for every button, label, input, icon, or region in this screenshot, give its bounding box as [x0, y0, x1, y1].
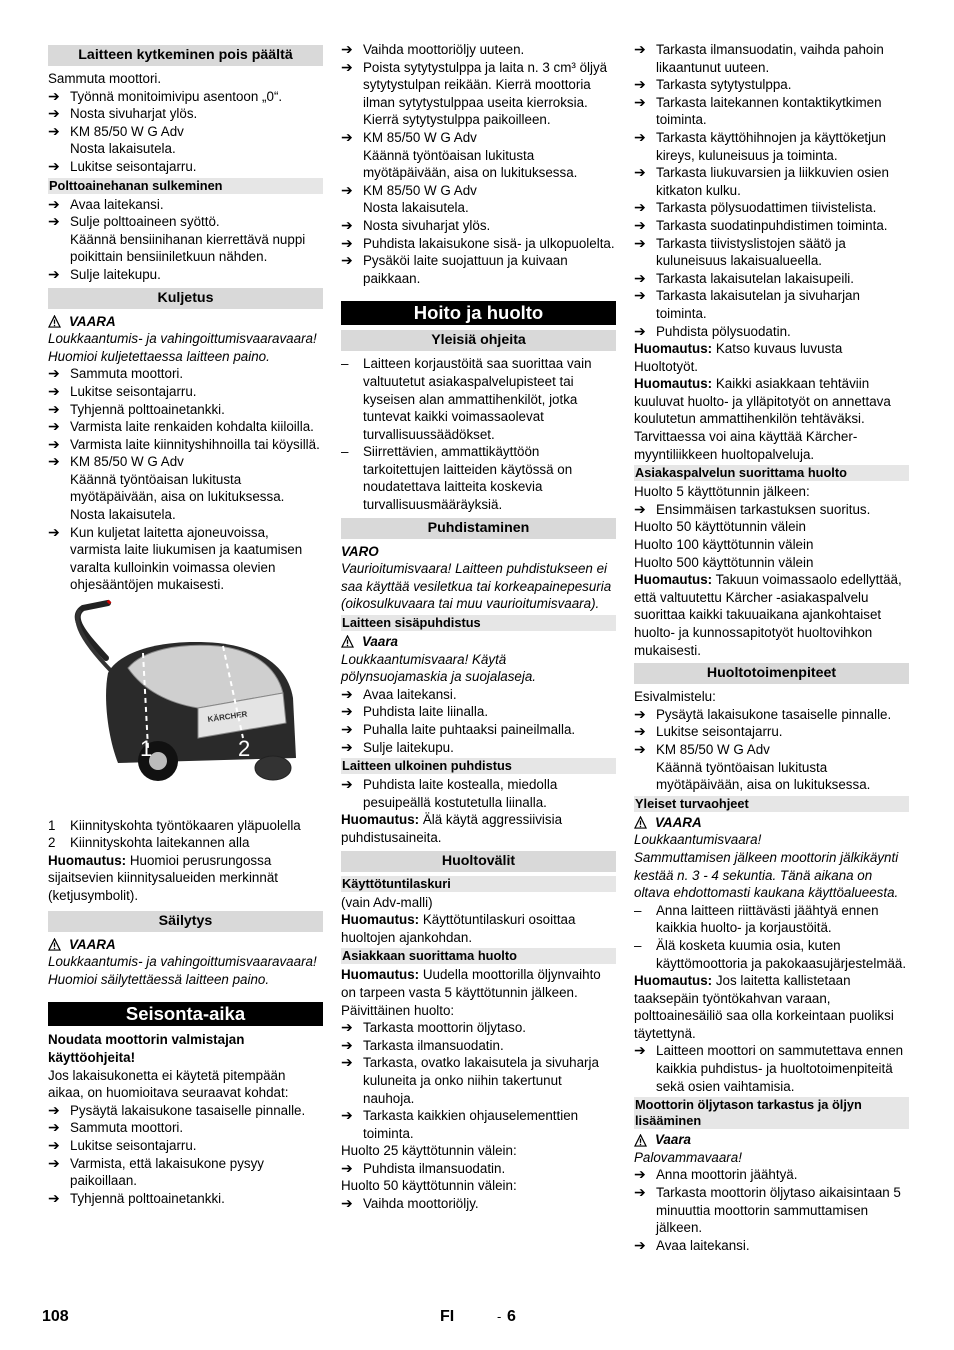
arrow-icon: ➔ [48, 265, 60, 282]
arrow-icon: ➔ [634, 164, 646, 181]
column-left [48, 41, 323, 1207]
step: ➔ Avaa laitekansi. [634, 1236, 750, 1253]
arrow-icon: ➔ [341, 685, 353, 702]
warning-text: Loukkaantumisvaara! [634, 832, 762, 848]
arrow-icon: ➔ [341, 252, 353, 269]
arrow-icon: ➔ [341, 1107, 353, 1124]
handle-grip [108, 601, 110, 603]
arrow-icon: ➔ [341, 1159, 353, 1176]
subsection-heading: Asiakaspalvelun suorittama huolto [634, 465, 909, 481]
note: Huomautus: Jos laitetta kallistetaan taaksepäin työntökahvan varaan, polttoainesäiliö saa olla korkeintaan puoliksi täytettynä. [634, 973, 894, 1041]
step: ➔ KM 85/50 W G Adv [634, 740, 770, 757]
step: ➔ Tarkasta ilmansuodatin, vaihda pahoin likaantunut uuteen. [634, 41, 884, 75]
step: ➔ Työnnä monitoimivipu asentoon „0“. [48, 87, 283, 104]
step: ➔ KM 85/50 W G Adv [48, 453, 184, 470]
column-right [634, 41, 909, 1254]
step: ➔ Anna moottorin jäähtyä. [634, 1166, 798, 1183]
sweeper-illustration [48, 598, 323, 806]
step-detail: Nosta lakaisutela. [363, 200, 469, 216]
step: ➔ Tarkasta ilmansuodatin. [341, 1036, 504, 1053]
warning-triangle-icon [634, 1134, 647, 1147]
subsection-heading: Yleiset turvaohjeet [634, 796, 909, 812]
section-heading: Huoltovälit [341, 851, 616, 872]
note: Huomautus: Huomioi perusrungossa sijaitsevien kiinnitysalueiden merkinnät (ketjusymbolit). [48, 852, 278, 903]
step: ➔ Lukitse seisontajarru. [48, 1136, 197, 1153]
step: ➔ Lukitse seisontajarru. [634, 723, 783, 740]
arrow-icon: ➔ [341, 738, 353, 755]
step-detail: Nosta lakaisutela. [70, 141, 176, 157]
arrow-icon: ➔ [48, 1101, 60, 1118]
step: ➔ Avaa laitekansi. [341, 685, 457, 702]
step: ➔ Sammuta moottori. [48, 1119, 184, 1136]
note: Huomautus: Käyttötuntilaskuri osoittaa huoltojen ajankohdan. [341, 912, 576, 945]
paragraph: Päivittäinen huolto: [341, 1002, 455, 1018]
step: ➔ Ensimmäisen tarkastuksen suoritus. [634, 500, 871, 517]
arrow-icon: ➔ [48, 435, 60, 452]
arrow-icon: ➔ [634, 234, 646, 251]
warning-text: Loukkaantumisvaara! Käytä pölynsuojamaskia ja suojalaseja. [341, 651, 537, 685]
caution-label: VARO [341, 543, 379, 559]
callout-2: 2 [238, 736, 251, 762]
step: ➔ Puhdista laite kostealla, miedolla pesuipeällä kostutetulla liinalla. [341, 776, 558, 810]
arrow-icon: ➔ [48, 195, 60, 212]
note: Huomautus: Kaikki asiakkaan tehtäviin kuuluvat huolto- ja ylläpitotyöt on annettava koulutetun ammattihenkilön tehtäväksi. Tarvittaessa voi aina käyttää Kärcher-myyntiliikkeen huoltopalveluja. [634, 376, 891, 462]
subsection-heading: Moottorin öljytason tarkastus ja öljyn lisääminen [634, 1097, 909, 1129]
arrow-icon: ➔ [634, 287, 646, 304]
step: ➔ Sulje polttoaineen syöttö. [48, 213, 220, 230]
step: ➔ Tarkasta moottorin öljytaso. [341, 1019, 526, 1036]
subsection-heading: Laitteen sisäpuhdistus [341, 615, 616, 631]
paragraph: Huolto 5 käyttötunnin jälkeen: [634, 484, 810, 500]
dash-item: – Siirrettävien, ammattikäyttöön tarkoitettujen laitteiden käytössä on noudatettava laitteita koskevia turvallisuusmääräyksiä. [341, 444, 573, 513]
arrow-icon: ➔ [341, 703, 353, 720]
arrow-icon: ➔ [48, 453, 60, 470]
arrow-icon: ➔ [341, 1036, 353, 1053]
step: ➔ Puhalla laite puhtaaksi paineilmalla. [341, 721, 576, 737]
note: Huomautus: Takuun voimassaolo edellyttää, että valtuutettu Kärcher -asiakaspalvelu suorittaa kaikki takuuaikana ajankohtaiset huolto- ja kunnossapitotyöt huoltovihkon mukaisesti. [634, 572, 902, 658]
warning-label: VAARA [48, 313, 323, 331]
step: ➔ Kun kuljetat laitetta ajoneuvoissa, varmista laite liukumisen ja kaatumisen varalta kulloinkin voimassa olevien ohjesääntöjen mukaisesti. [48, 523, 303, 593]
warning-text: Loukkaantumis- ja vahingoittumisvaaravaara! Huomioi kuljetettaessa laitteen paino. [48, 331, 317, 364]
language-code: FI [440, 1308, 455, 1325]
step-detail: Käännä työntöaisan lukitusta myötäpäivään, aisa on lukituksessa. [656, 759, 871, 793]
arrow-icon: ➔ [634, 322, 646, 339]
step: ➔ Varmista laite kiinnityshihnoilla tai köysillä. [48, 435, 320, 452]
warning-label: Vaara [341, 633, 616, 651]
step: ➔ Tarkasta pölysuodattimen tiivistelista. [634, 199, 877, 216]
step: ➔ Tarkasta liukuvarsien ja liikkuvien osien kitkaton kulku. [634, 164, 889, 198]
warning-label: VAARA [634, 814, 909, 832]
step: ➔ KM 85/50 W G Adv [341, 181, 477, 198]
warning-label: Vaara [634, 1131, 909, 1149]
warning-triangle-icon [48, 315, 61, 328]
arrow-icon: ➔ [48, 382, 60, 399]
arrow-icon: ➔ [634, 1184, 646, 1201]
step-detail: Käännä työntöaisan lukitusta myötäpäivään, aisa on lukituksessa. [363, 147, 578, 181]
paragraph: Huolto 25 käyttötunnin välein: [341, 1143, 517, 1159]
arrow-icon: ➔ [48, 213, 60, 230]
arrow-icon: ➔ [634, 500, 646, 517]
step: ➔ Tarkasta kaikkien ohjauselementtien toiminta. [341, 1107, 579, 1141]
step: ➔ Tarkasta lakaisutelan lakaisupeili. [634, 269, 854, 286]
arrow-icon: ➔ [48, 523, 60, 540]
section-heading: Laitteen kytkeminen pois päältä [48, 45, 323, 66]
note: Huomautus: Uudella moottorilla öljynvaihto on tarpeen vasta 5 käyttötunnin jälkeen. [341, 967, 601, 1000]
note: Huomautus: Katso kuvaus luvusta Huoltotyöt. [634, 341, 843, 374]
step: ➔ Laitteen moottori on sammutettava ennen kaikkia puhdistus- ja huoltotoimenpiteitä sekä osien vaihtamisia. [634, 1042, 904, 1094]
step-detail: Käännä työntöaisan lukitusta myötäpäivään, aisa on lukituksessa. [70, 471, 285, 505]
paragraph: Esivalmistelu: [634, 689, 716, 705]
subsection-heading: Asiakkaan suorittama huolto [341, 948, 616, 964]
arrow-icon: ➔ [48, 105, 60, 122]
warning-triangle-icon [634, 816, 647, 829]
arrow-icon: ➔ [48, 157, 60, 174]
arrow-icon: ➔ [341, 721, 353, 737]
arrow-icon: ➔ [341, 216, 353, 233]
step: ➔ Tyhjennä polttoainetankki. [48, 400, 225, 417]
arrow-icon: ➔ [48, 365, 60, 382]
arrow-icon: ➔ [341, 41, 353, 57]
step: ➔ Tarkasta laitekannen kontaktikytkimen toiminta. [634, 93, 882, 128]
arrow-icon: ➔ [634, 41, 646, 57]
arrow-icon: ➔ [341, 58, 353, 75]
step: ➔ Vaihda moottoriöljy uuteen. [341, 41, 525, 57]
step: ➔ Nosta sivuharjat ylös. [341, 216, 491, 233]
step: ➔ Tyhjennä polttoainetankki. [48, 1189, 225, 1206]
section-heading: Säilytys [48, 911, 323, 932]
paragraph: Huolto 500 käyttötunnin välein [634, 554, 814, 570]
step: ➔ KM 85/50 W G Adv [48, 122, 184, 139]
paragraph: (vain Adv-malli) [341, 894, 433, 910]
arrow-icon: ➔ [634, 723, 646, 740]
step: ➔ Puhdista laite liinalla. [341, 703, 489, 720]
paragraph: Huolto 50 käyttötunnin välein: [341, 1178, 517, 1194]
paragraph: Huolto 100 käyttötunnin välein [634, 537, 814, 553]
arrow-icon: ➔ [48, 400, 60, 417]
warning-text: Sammuttamisen jälkeen moottorin jälkikäynti kestää n. 3 - 4 sekuntia. Tänä aikana on oltava ehdottomasti kaukana käyttöalueesta. [634, 849, 899, 901]
warning-label: VAARA [48, 936, 323, 954]
step: ➔ Tarkasta lakaisutelan ja sivuharjan toiminta. [634, 287, 860, 321]
arrow-icon: ➔ [634, 93, 646, 110]
callout-1: 1 [140, 736, 153, 762]
step: ➔ Tarkasta moottorin öljytaso aikaisintaan 5 minuuttia moottorin sammuttamisen jälkeen. [634, 1184, 901, 1236]
step: ➔ Puhdista pölysuodatin. [634, 322, 791, 339]
step: ➔ Pysäytä lakaisukone tasaiselle pinnalle. [48, 1101, 306, 1118]
step: ➔ Sammuta moottori. [48, 365, 184, 382]
step: ➔ KM 85/50 W G Adv [341, 128, 477, 145]
step-detail: Käännä bensiinihanan kierrettävä nuppi poikittain bensiiniletkuun nähden. [70, 231, 306, 265]
page-number: 108 [42, 1308, 69, 1325]
arrow-icon: ➔ [341, 1019, 353, 1036]
arrow-icon: ➔ [341, 181, 353, 198]
subsection-heading: Käyttötuntilaskuri [341, 876, 616, 892]
section-heading: Huoltotoimenpiteet [634, 663, 909, 684]
arrow-icon: ➔ [634, 1166, 646, 1183]
dash-item: – Laitteen korjaustöitä saa suorittaa vain valtuutetut asiakaspalvelupisteet tai kyseisen alan ammattihenkilöt, jotka tuntevat kaikki voimassaolevat turvallisuussäädökset. [341, 356, 592, 442]
step: ➔ Lukitse seisontajarru. [48, 157, 197, 174]
arrow-icon: ➔ [634, 1236, 646, 1253]
arrow-icon: ➔ [48, 122, 60, 139]
arrow-icon: ➔ [341, 1195, 353, 1212]
footer-separator: - [497, 1309, 502, 1324]
legend-item: 2 Kiinnityskohta laitekannen alla [48, 835, 250, 851]
paragraph: Jos lakaisukonetta ei käytetä pitempään aikaa, on huomioitava seuraavat kohdat: [48, 1067, 289, 1101]
paragraph: Sammuta moottori. [48, 71, 162, 86]
arrow-icon: ➔ [634, 1042, 646, 1059]
arrow-icon: ➔ [48, 418, 60, 435]
step: ➔ Tarkasta käyttöhihnojen ja käyttöketjun kireys, kuluneisuus ja toiminta. [634, 128, 887, 163]
section-heading: Yleisiä ohjeita [341, 330, 616, 351]
arrow-icon: ➔ [341, 234, 353, 251]
arrow-icon: ➔ [341, 128, 353, 145]
step: ➔ Puhdista ilmansuodatin. [341, 1159, 506, 1176]
arrow-icon: ➔ [48, 1189, 60, 1206]
arrow-icon: ➔ [48, 1119, 60, 1136]
step: ➔ Puhdista lakaisukone sisä- ja ulkopuolelta. [341, 234, 615, 251]
arrow-icon: ➔ [48, 87, 60, 104]
step: ➔ Nosta sivuharjat ylös. [48, 105, 198, 122]
step: ➔ Tarkasta, ovatko lakaisutela ja sivuharja kuluneita ja onko niihin takertunut nauhoja. [341, 1054, 599, 1106]
step: ➔ Poista sytytystulppa ja laita n. 3 cm³ öljyä sytytystulpan reikään. Kierrä moottoria ilman sytytystulppaa useita kierroksia. Kierrä sytytystulppa paikoilleen. [341, 58, 608, 128]
legend-item: 1 Kiinnityskohta työntökaaren yläpuolella [48, 817, 301, 833]
arrow-icon: ➔ [341, 776, 353, 793]
arrow-icon: ➔ [634, 269, 646, 286]
subsection-heading: Polttoainehanan sulkeminen [48, 178, 323, 194]
arrow-icon: ➔ [634, 740, 646, 757]
warning-triangle-icon [341, 635, 354, 648]
arrow-icon: ➔ [634, 76, 646, 93]
section-heading: Kuljetus [48, 288, 323, 309]
subsection-heading: Laitteen ulkoinen puhdistus [341, 758, 616, 774]
column-middle [341, 41, 616, 1213]
arrow-icon: ➔ [48, 1136, 60, 1153]
caution-text: Vaurioitumisvaara! Laitteen puhdistukseen ei saa käyttää vesiletkua tai korkeapainepesuria (oikosulkuvaara tai muu vaurioitumisvaara). [341, 561, 612, 612]
arrow-icon: ➔ [48, 1154, 60, 1171]
step-detail: Nosta lakaisutela. [70, 507, 176, 523]
step: ➔ Varmista laite renkaiden kohdalta kiiloilla. [48, 418, 314, 435]
dash-item: – Anna laitteen riittävästi jäähtyä ennen kaikkia huolto- ja korjaustöitä. [634, 902, 879, 936]
step: ➔ Varmista, että lakaisukone pysyy paikoillaan. [48, 1154, 265, 1189]
warning-triangle-icon [48, 938, 61, 951]
step: ➔ Tarkasta sytytystulppa. [634, 76, 792, 93]
step: ➔ Tarkasta suodatinpuhdistimen toiminta. [634, 216, 888, 233]
step: ➔ Pysäytä lakaisukone tasaiselle pinnalle. [634, 705, 892, 722]
warning-text: Loukkaantumis- ja vahingoittumisvaaravaara! Huomioi säilytettäessä laitteen paino. [48, 954, 317, 987]
side-brush [255, 756, 291, 780]
arrow-icon: ➔ [341, 1054, 353, 1071]
step: ➔ Sulje laitekupu. [48, 265, 161, 282]
brand-logo: KÄRCHER [207, 709, 248, 725]
step: ➔ Avaa laitekansi. [48, 195, 164, 212]
arrow-icon: ➔ [634, 705, 646, 722]
step: ➔ Sulje laitekupu. [341, 738, 454, 755]
step: ➔ Tarkasta tiivistyslistojen säätö ja kuluneisuus lakaisualueella. [634, 234, 846, 269]
note: Huomautus: Älä käytä aggressiivisia puhdistusaineita. [341, 812, 563, 845]
step: ➔ Lukitse seisontajarru. [48, 382, 197, 399]
section-heading: Puhdistaminen [341, 518, 616, 539]
warning-text: Palovammavaara! [634, 1149, 742, 1165]
arrow-icon: ➔ [634, 216, 646, 233]
step: ➔ Vaihda moottoriöljy. [341, 1195, 479, 1212]
chapter-heading: Hoito ja huolto [341, 301, 616, 325]
bold-notice: Noudata moottorin valmistajan käyttöohjeita! [48, 1032, 245, 1065]
arrow-icon: ➔ [634, 199, 646, 216]
chapter-heading: Seisonta-aika [48, 1002, 323, 1026]
section-page-number: 6 [507, 1308, 516, 1325]
step: ➔ Pysäköi laite suojattuun ja kuivaan paikkaan. [341, 252, 568, 286]
dash-item: – Älä kosketa kuumia osia, kuten käyttömoottoria ja pakokaasujärjestelmää. [634, 937, 907, 971]
paragraph: Huolto 50 käyttötunnin välein [634, 519, 806, 535]
arrow-icon: ➔ [634, 128, 646, 145]
